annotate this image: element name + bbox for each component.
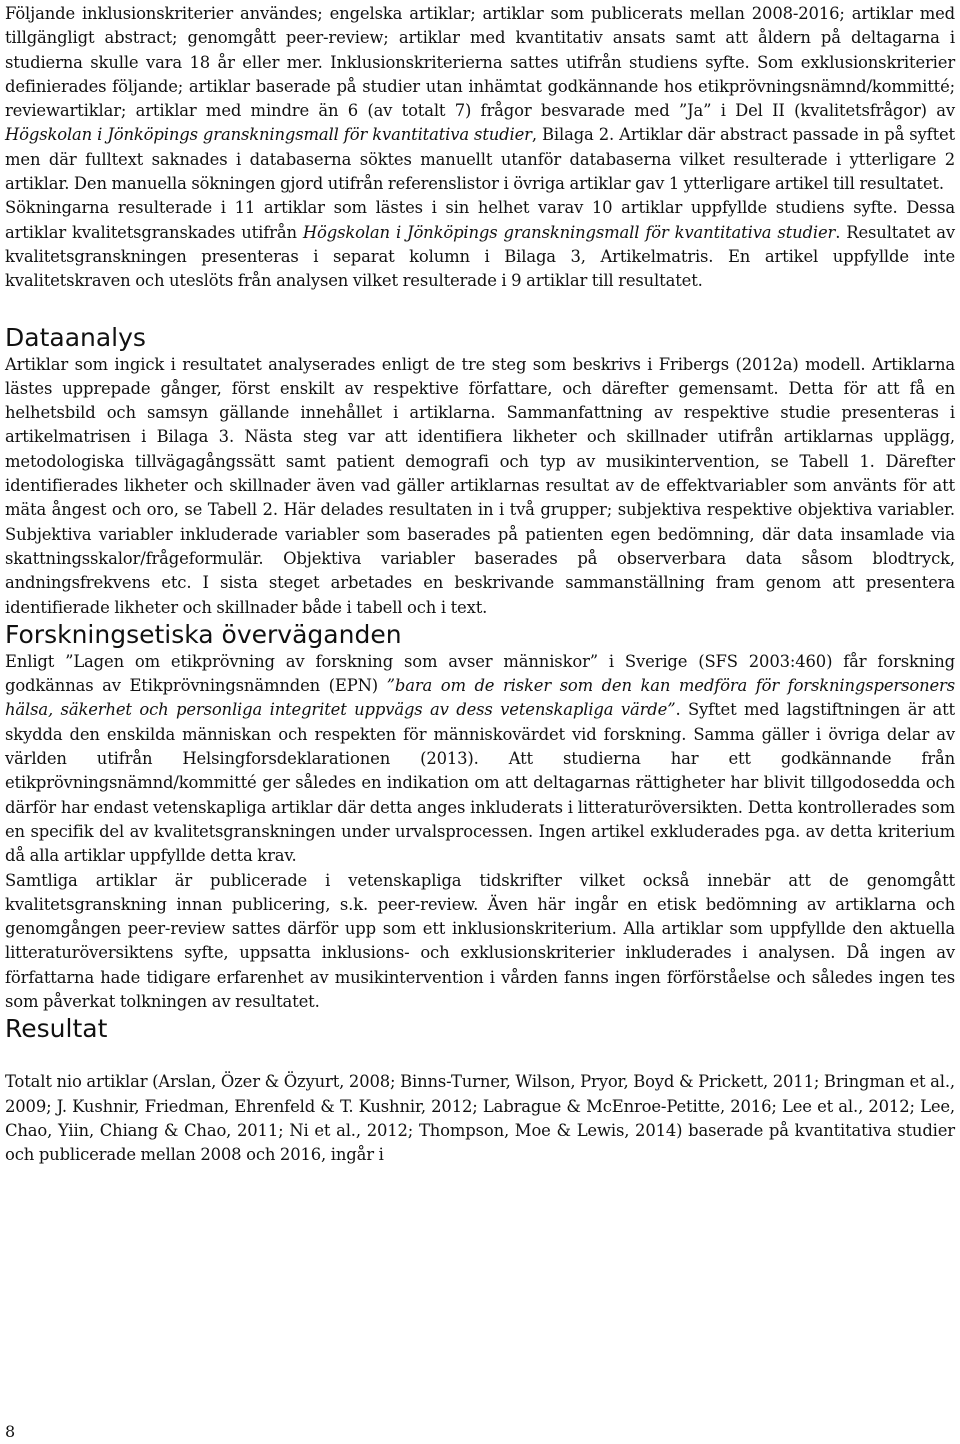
paragraph-peer-review bbox=[5, 869, 955, 1015]
paragraph-inclusion-criteria bbox=[5, 2, 955, 196]
text-run: Sökningarna resulterade i 11 artiklar som lästes i sin helhet varav 10 artiklar uppfyllde studiens syfte. Dessa artiklar kvalitetsgranskades utifrån bbox=[5, 198, 955, 242]
page-number: 8 bbox=[5, 1422, 16, 1441]
text-run: , Bilaga 2. Artiklar där abstract passade in på syftet men där fulltext saknades i databaserna söktes manuellt utanför databaserna vilket resulterade i ytterligare 2 artiklar. Den manuella sökningen gjord utifrån referenslistor i övriga artiklar gav 1 ytterligare artikel till resultatet. bbox=[5, 125, 955, 194]
text-run: Totalt nio artiklar (Arslan, Özer & Özyurt, 2008; Binns-Turner, Wilson, Pryor, Boyd & Prickett, 2011; Bringman et al., 2009; J. Kushnir, Friedman, Ehrenfeld & T. Kushnir, 2012; Labrague & McEnroe-Petitte, 2016; Lee et al., 2012; Lee, Chao, Yiin, Chiang & Chao, 2011; Ni et al., 2012; Thompson, Moe & Lewis, 2014) baserade på kvantitativa studier och publicerade mellan 2008 och 2016, ingår i bbox=[5, 1072, 955, 1165]
paragraph-ethics-law bbox=[5, 650, 955, 869]
text-run: Samtliga artiklar är publicerade i vetenskapliga tidskrifter vilket också innebär att de genomgått kvalitetsgranskning innan publicering, s.k. peer-review. Även här ingår en etisk bedömning av artiklarna och genomgången peer-review sattes därför upp som ett inklusionskriterium. Alla artiklar som uppfyllde den aktuella litteraturöversiktens syfte, uppsatta inklusions- och exklusionskriterier inkluderades i analysen. Då ingen av författarna hade tidigare erfarenhet av musikintervention i vården fanns ingen förförståelse och således ingen tes som påverkat tolkningen av resultatet. bbox=[5, 870, 955, 1011]
heading-dataanalys: Dataanalys bbox=[5, 322, 146, 352]
heading-forskningsetiska: Forskningsetiska överväganden bbox=[5, 619, 402, 649]
text-run: . Syftet med lagstiftningen är att skydda den enskilda människan och respekten för människovärdet vid forskning. Samma gäller i övriga delar av världen utifrån Helsingforsdeklarationen (2013). Att studierna har ett godkännande från etikprövningsnämnd/kommitté ger således en indikation om att deltagarnas rättigheter har blivit tillgodosedda och därför har endast vetenskapliga artiklar där detta anges inkluderats i litteraturöversikten. Detta kontrollerades som en specifik del av kvalitetsgranskningen under urvalsprocessen. Ingen artikel exkluderades pga. av detta kriterium då alla artiklar uppfyllde detta krav. bbox=[5, 700, 955, 866]
paragraph-resultat bbox=[5, 1070, 955, 1167]
heading-resultat: Resultat bbox=[5, 1014, 108, 1044]
document-page bbox=[5, 0, 955, 1167]
italic-run: Högskolan i Jönköpings granskningsmall för kvantitativa studier bbox=[5, 125, 532, 145]
italic-run: Högskolan i Jönköpings granskningsmall för kvantitativa studier bbox=[302, 222, 836, 242]
text-run: Följande inklusionskriterier användes; engelska artiklar; artiklar som publicerats mellan 2008-2016; artiklar med tillgängligt abstract; genomgått peer-review; artiklar med kvantitativ ansats samt att åldern på deltagarna i studierna skulle vara 18 år eller mer. Inklusionskriterierna sattes utifrån studiens syfte. Som exklusionskriterier definierades följande; artiklar baserade på studier utan inhämtat godkännande hos etikprövningsnämnd/kommitté; reviewartiklar; artiklar med mindre än 6 (av totalt 7) frågor besvarade med ”Ja” i Del II (kvalitetsfrågor) av bbox=[5, 4, 955, 121]
text-run: Enligt ”Lagen om etikprövning av forskning som avser människor” i Sverige (SFS 2003:460) får forskning godkännas av Etikprövningsnämnden (EPN) bbox=[5, 651, 955, 696]
text-run: . Resultatet av kvalitetsgranskningen presenteras i separat kolumn i Bilaga 3, Artikelmatris. En artikel uppfyllde inte kvalitetskraven och uteslöts från analysen vilket resulterade i 9 artiklar till resultatet. bbox=[5, 222, 955, 291]
text-run: Artiklar som ingick i resultatet analyserades enligt de tre steg som beskrivs i Fribergs (2012a) modell. Artiklarna lästes upprepade gånger, först enskilt av respektive författare, och därefter gemensamt. Detta för att få en helhetsbild och samsyn gällande innehållet i artiklarna. Sammanfattning av respektive studie presenteras i artikelmatrisen i Bilaga 3. Nästa steg var att identifiera likheter och skillnader utifrån artiklarnas upplägg, metodologiska tillvägagångssätt samt patient demografi och typ av musikintervention, se Tabell 1. Därefter identifierades likheter och skillnader även vad gäller artiklarnas resultat av de effektvariabler som använts för att mäta ångest och oro, se Tabell 2. Här delades resultaten in i två grupper; subjektiva respektive objektiva variabler. Subjektiva variabler inkluderade variabler som baserades på patienten egen bedömning, där data insamlade via skattningsskalor/frågeformulär. Objektiva variabler baserades på observerbara data såsom blodtryck, andningsfrekvens etc. I sista steget arbetades en beskrivande sammanställning fram genom att presentera identifierade likheter och skillnader både i tabell och i text. bbox=[5, 354, 955, 617]
italic-run: ”bara om de risker som den kan medföra för forskningspersoners hälsa, säkerhet och personliga integritet uppvägs av dess vetenskapliga värde” bbox=[5, 676, 955, 720]
paragraph-search-results bbox=[5, 196, 955, 293]
paragraph-dataanalys bbox=[5, 353, 955, 620]
